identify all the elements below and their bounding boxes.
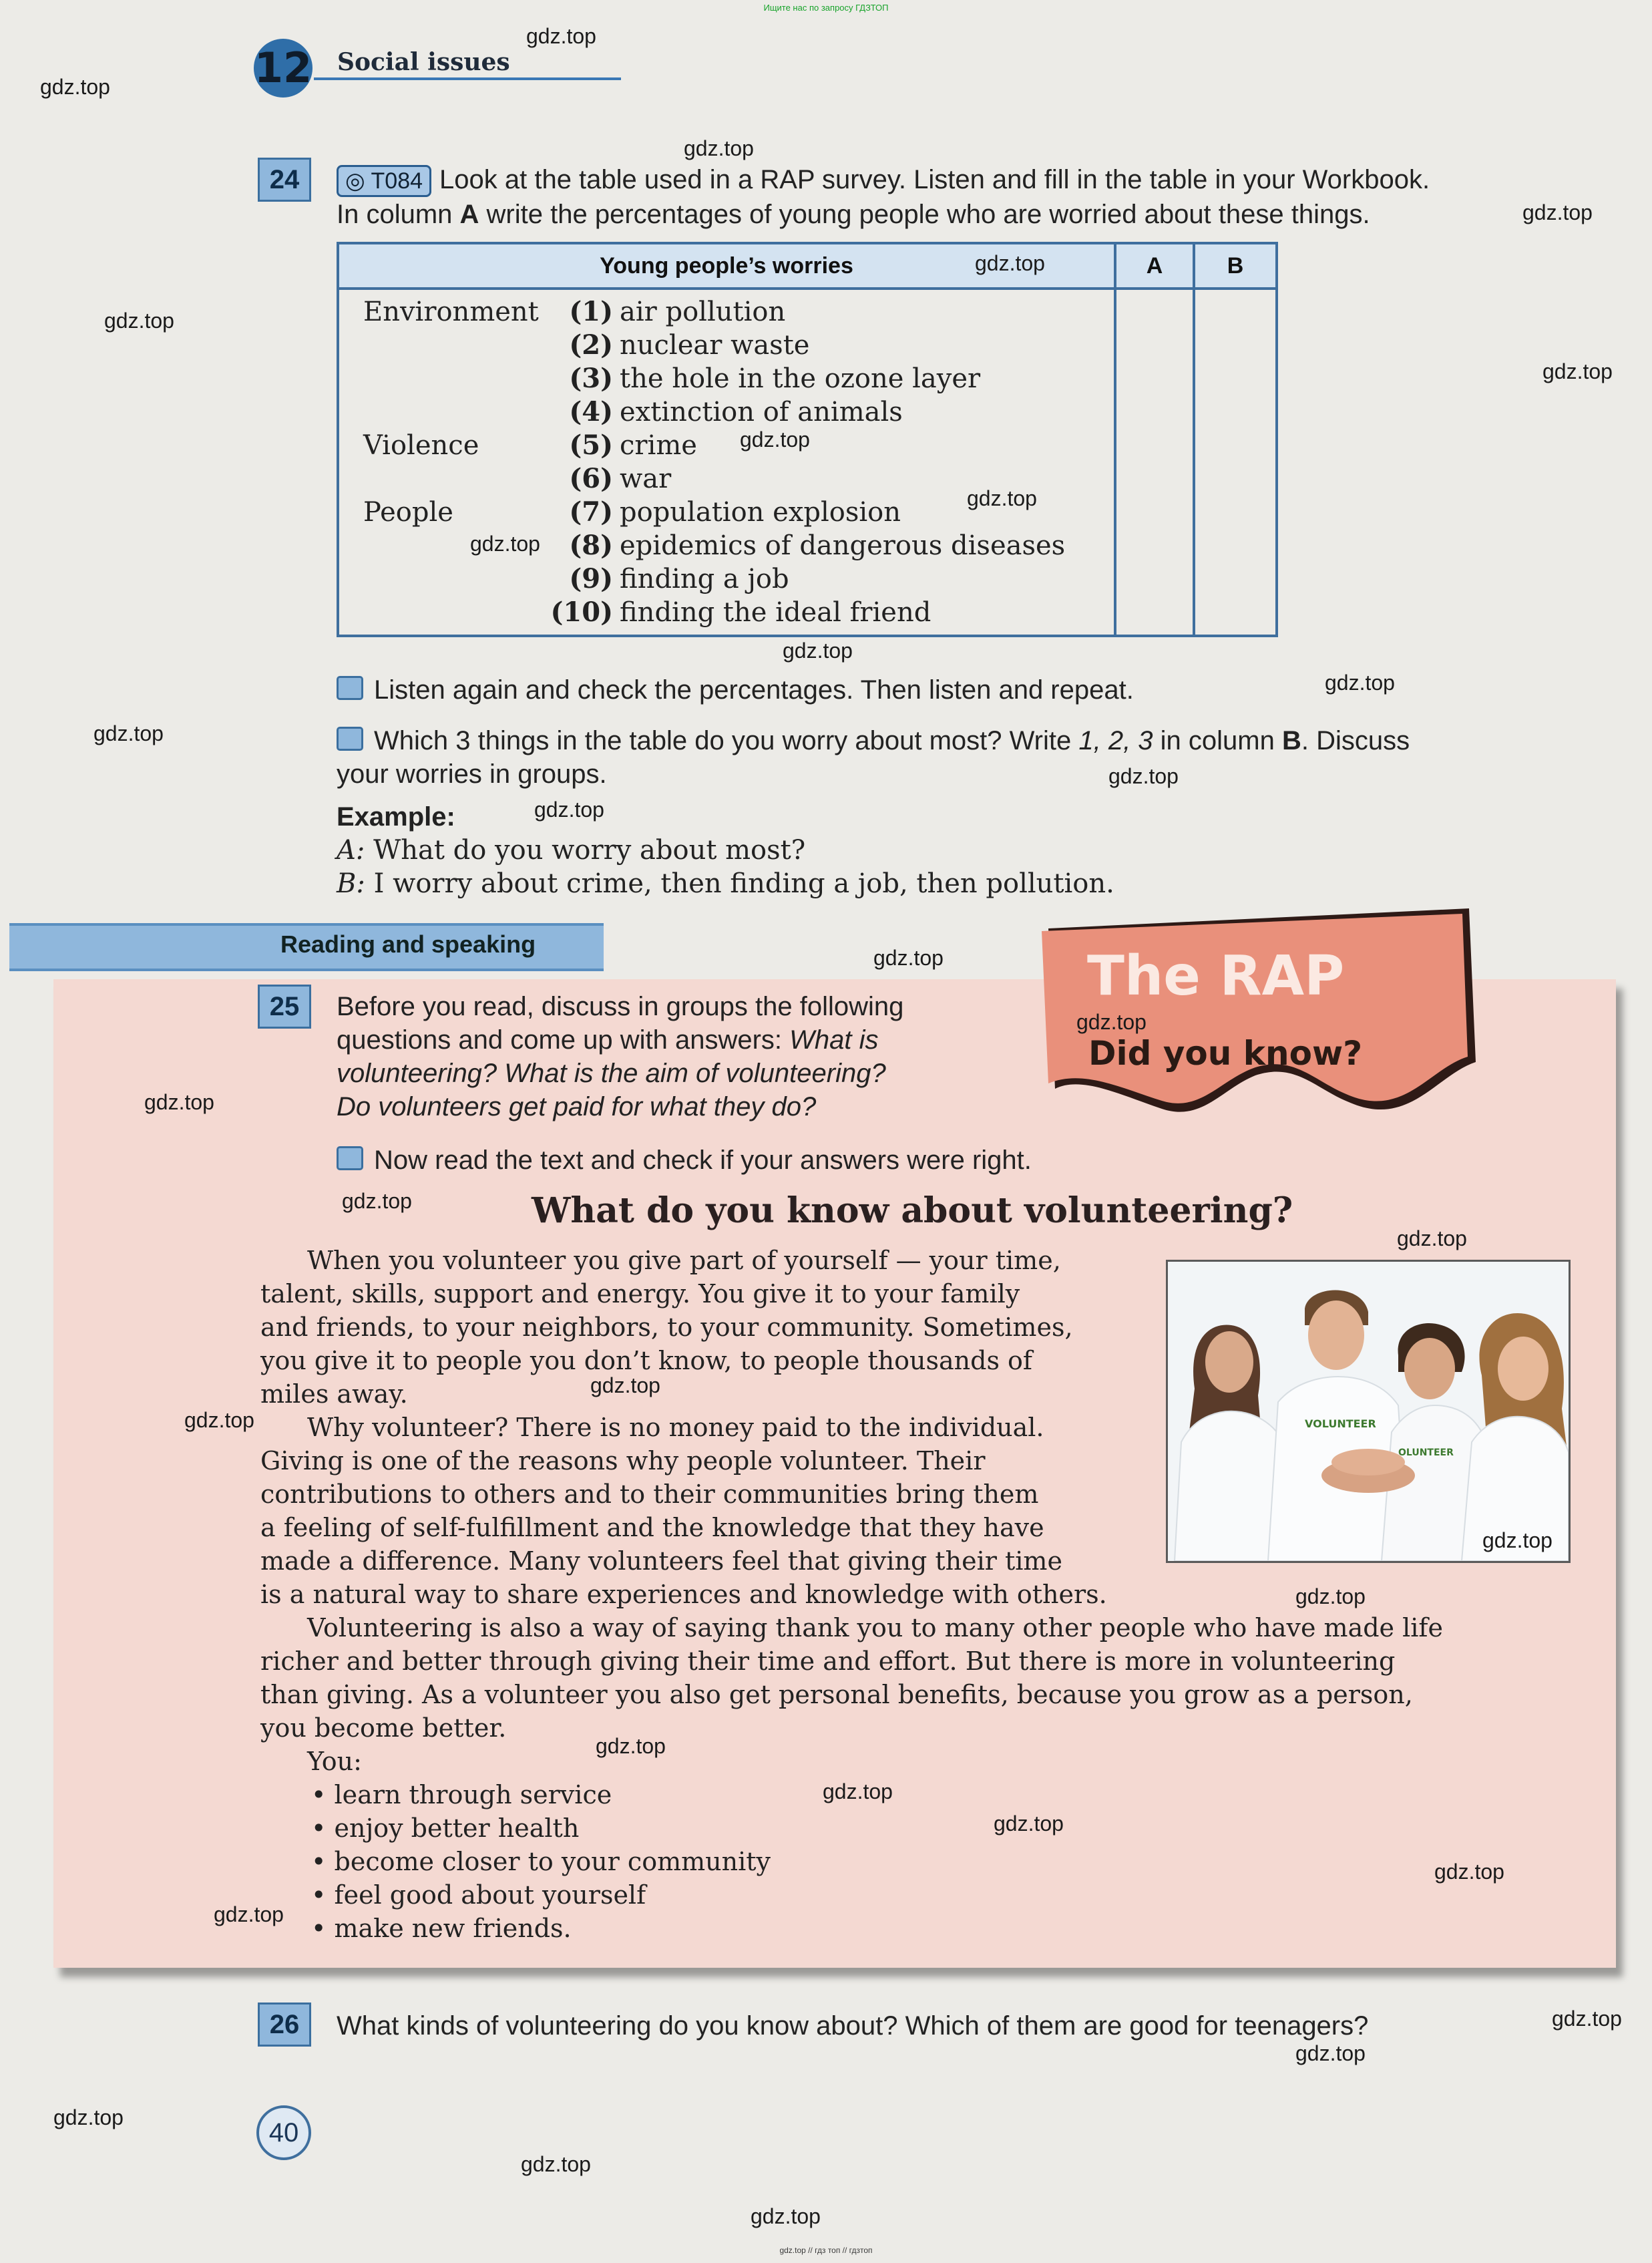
worry-label: air pollution (620, 297, 786, 327)
watermark: gdz.top (53, 2105, 124, 2129)
watermark: gdz.top (184, 1408, 254, 1432)
task-b-column: B (1281, 726, 1301, 755)
watermark: gdz.top (534, 798, 604, 822)
exercise-26-number: 26 (258, 2003, 311, 2047)
exercise-24-instruction-text: Look at the table used in a RAP survey. Listen and fill in the table in your Workbook. (439, 165, 1430, 194)
article-line: you give it to people you don’t know, to people thousands of (260, 1346, 1032, 1375)
watermark: gdz.top (994, 1811, 1064, 1836)
watermark: gdz.top (1295, 2041, 1366, 2065)
watermark: gdz.top (1076, 1010, 1147, 1034)
watermark: gdz.top (1325, 671, 1395, 695)
article-line: Why volunteer? There is no money paid to the individual. (307, 1413, 1044, 1442)
audio-track-badge[interactable] (337, 165, 431, 197)
shirt-text-volunteer: VOLUNTEER (1305, 1417, 1376, 1430)
table-row (339, 596, 1107, 629)
bullet-icon: • (311, 1813, 327, 1843)
exercise-25-number: 25 (258, 985, 311, 1029)
worry-number: (5) (569, 429, 613, 461)
table-column-divider-b (1193, 244, 1195, 635)
article-line: talent, skills, support and energy. You give it to your family (260, 1279, 1020, 1309)
worry-number: (10) (550, 596, 613, 628)
example-speaker-b: B: (337, 868, 365, 899)
worry-category: Violence (363, 430, 479, 461)
volunteers-photo (1166, 1260, 1571, 1563)
article-line: made a difference. Many volunteers feel that giving their time (260, 1546, 1062, 1576)
article-paragraph-2 (260, 1411, 1107, 1611)
watermark: gdz.top (975, 251, 1045, 275)
article-line: When you volunteer you give part of yourself — your time, (307, 1246, 1061, 1275)
worry-label: finding the ideal friend (620, 597, 932, 628)
watermark: gdz.top (783, 639, 853, 663)
unit-title-underline (314, 77, 621, 80)
watermark: gdz.top (521, 2152, 591, 2176)
table-row (339, 295, 1107, 329)
benefit-item (311, 1811, 771, 1845)
example-speaker-a: A: (337, 835, 365, 866)
watermark: gdz.top (214, 1902, 284, 1926)
exercise-26-text: What kinds of volunteering do you know about? Which of them are good for teenagers? (337, 2011, 1369, 2041)
article-line: you become better. (260, 1713, 507, 1743)
watermark: gdz.top (967, 486, 1037, 510)
watermark: gdz.top (751, 2204, 821, 2228)
article-paragraph-3 (260, 1611, 1443, 1745)
watermark: gdz.top (1397, 1226, 1467, 1250)
worry-label: finding a job (620, 564, 789, 594)
top-search-banner[interactable]: Ищите нас по запросу ГДЗТОП (763, 3, 889, 13)
exercise-24-task-b-line1 (374, 724, 1589, 757)
watermark: gdz.top (873, 946, 944, 970)
article-line: is a natural way to share experiences and knowledge with others. (260, 1580, 1107, 1609)
bottom-site-footer[interactable]: gdz.top // гдз топ // гдзтоп (779, 2246, 873, 2255)
watermark: gdz.top (1295, 1584, 1366, 1608)
instruction-column-a: A (459, 200, 479, 229)
task-b-numbers: 1, 2, 3 (1078, 726, 1153, 755)
table-row (339, 362, 1107, 395)
exercise-25-line4: Do volunteers get paid for what they do? (337, 1092, 817, 1121)
exercise-24-instruction-line1 (337, 163, 1579, 197)
table-header-a: A (1116, 244, 1193, 290)
exercise-24-number: 24 (258, 158, 311, 202)
watermark: gdz.top (1482, 1528, 1553, 1552)
audio-track-number: T084 (371, 168, 423, 194)
table-row (339, 529, 1107, 562)
watermark: gdz.top (526, 24, 596, 48)
instruction-line2-post: write the percentages of young people who are worried about these things. (479, 200, 1370, 229)
article-line: miles away. (260, 1379, 408, 1409)
rap-banner-subtitle: Did you know? (1088, 1034, 1363, 1073)
worry-label: nuclear waste (620, 330, 810, 361)
worry-label: war (620, 464, 672, 494)
ex25-line2-pre: questions and come up with answers: (337, 1025, 790, 1055)
benefit-text: enjoy better health (334, 1813, 580, 1843)
watermark: gdz.top (590, 1373, 660, 1397)
worry-label: the hole in the ozone layer (620, 363, 981, 394)
watermark: gdz.top (1552, 2007, 1622, 2031)
benefit-text: feel good about yourself (334, 1880, 646, 1910)
table-header-b: B (1195, 244, 1275, 290)
worry-number: (8) (569, 530, 613, 561)
table-column-divider-a (1114, 244, 1116, 635)
benefit-item (311, 1912, 771, 1945)
shirt-text-olunteer: OLUNTEER (1398, 1447, 1454, 1458)
article-line: contributions to others and to their communities bring them (260, 1479, 1039, 1509)
audio-icon: ◎ (345, 168, 365, 194)
watermark: gdz.top (684, 136, 754, 160)
watermark: gdz.top (740, 427, 810, 452)
table-row (339, 429, 1107, 462)
benefit-text: make new friends. (334, 1914, 572, 1943)
watermark: gdz.top (144, 1090, 214, 1114)
bullet-icon: • (311, 1914, 327, 1943)
table-row (339, 395, 1107, 429)
benefits-label: You: (307, 1747, 362, 1776)
example-line-a (337, 834, 805, 867)
watermark: gdz.top (1522, 200, 1593, 224)
exercise-24-instruction-line2 (337, 198, 1579, 231)
exercise-24-task-b-line2: your worries in groups. (337, 759, 607, 789)
worry-number: (9) (569, 563, 613, 594)
worry-number: (4) (569, 396, 613, 427)
example-text-b: I worry about crime, then finding a job, then pollution. (373, 868, 1114, 899)
example-label: Example: (337, 802, 455, 832)
task-b-post: . Discuss (1301, 726, 1410, 755)
exercise-25-task: Now read the text and check if your answers were right. (374, 1146, 1032, 1175)
watermark: gdz.top (1542, 359, 1613, 383)
watermark: gdz.top (1434, 1860, 1504, 1884)
volunteers-illustration (1168, 1262, 1569, 1561)
watermark: gdz.top (823, 1779, 893, 1803)
article-line: Giving is one of the reasons why people volunteer. Their (260, 1446, 986, 1475)
worry-number: (1) (569, 296, 613, 327)
example-text-a: What do you worry about most? (373, 835, 806, 866)
unit-number-badge: 12 (254, 39, 313, 98)
benefit-item (311, 1845, 771, 1878)
watermark: gdz.top (470, 532, 540, 556)
exercise-25-line3: volunteering? What is the aim of volunteering? (337, 1059, 886, 1088)
bullet-icon: • (311, 1880, 327, 1910)
task-checkbox-icon (337, 1146, 363, 1170)
exercise-25-line2 (337, 1023, 879, 1057)
section-title: Reading and speaking (280, 930, 536, 958)
benefit-item (311, 1778, 771, 1811)
worry-number: (2) (569, 329, 613, 361)
benefit-text: become closer to your community (334, 1847, 771, 1876)
article-line: and friends, to your neighbors, to your community. Sometimes, (260, 1313, 1073, 1342)
bullet-icon: • (311, 1780, 327, 1809)
benefit-text: learn through service (334, 1780, 612, 1809)
article-line: richer and better through giving their time and effort. But there is more in volunteering (260, 1646, 1396, 1676)
ex25-line2-italic: What is (789, 1025, 879, 1055)
table-row (339, 329, 1107, 362)
watermark: gdz.top (40, 75, 110, 99)
table-header-worries: Young people’s worries (339, 244, 1114, 290)
task-checkbox-icon (337, 676, 363, 700)
article-paragraph-1 (260, 1244, 1073, 1411)
article-line: Volunteering is also a way of saying thank you to many other people who have made life (307, 1613, 1443, 1642)
rap-banner-title: The RAP (1087, 944, 1345, 1008)
bullet-icon: • (311, 1847, 327, 1876)
worry-number: (3) (569, 363, 613, 394)
worry-label: crime (620, 430, 697, 461)
exercise-24-task-a: Listen again and check the percentages. Then listen and repeat. (374, 675, 1134, 705)
worry-label: epidemics of dangerous diseases (620, 530, 1066, 561)
benefit-item (311, 1878, 771, 1912)
watermark: gdz.top (104, 309, 174, 333)
task-checkbox-icon (337, 727, 363, 751)
watermark: gdz.top (1108, 764, 1179, 788)
article-title: What do you know about volunteering? (532, 1190, 1293, 1231)
table-row (339, 562, 1107, 596)
task-b-pre: Which 3 things in the table do you worry about most? Write (374, 726, 1079, 755)
exercise-25-line1: Before you read, discuss in groups the following (337, 992, 904, 1021)
worry-label: extinction of animals (620, 397, 903, 427)
article-line: a feeling of self-fulfillment and the knowledge that they have (260, 1513, 1044, 1542)
benefits-list (311, 1778, 771, 1945)
worry-number: (6) (569, 463, 613, 494)
unit-title: Social issues (337, 48, 510, 76)
worry-number: (7) (569, 496, 613, 528)
instruction-line2-pre: In column (337, 200, 460, 229)
watermark: gdz.top (93, 721, 164, 745)
example-line-b (337, 867, 1114, 900)
watermark: gdz.top (596, 1734, 666, 1758)
worry-label: population explosion (620, 497, 901, 528)
task-b-mid: in column (1153, 726, 1282, 755)
article-line: than giving. As a volunteer you also get personal benefits, because you grow as a person, (260, 1680, 1413, 1709)
worry-category: Environment (363, 297, 539, 327)
worry-category: People (363, 497, 453, 528)
watermark: gdz.top (342, 1189, 412, 1213)
page-number: 40 (256, 2105, 311, 2160)
